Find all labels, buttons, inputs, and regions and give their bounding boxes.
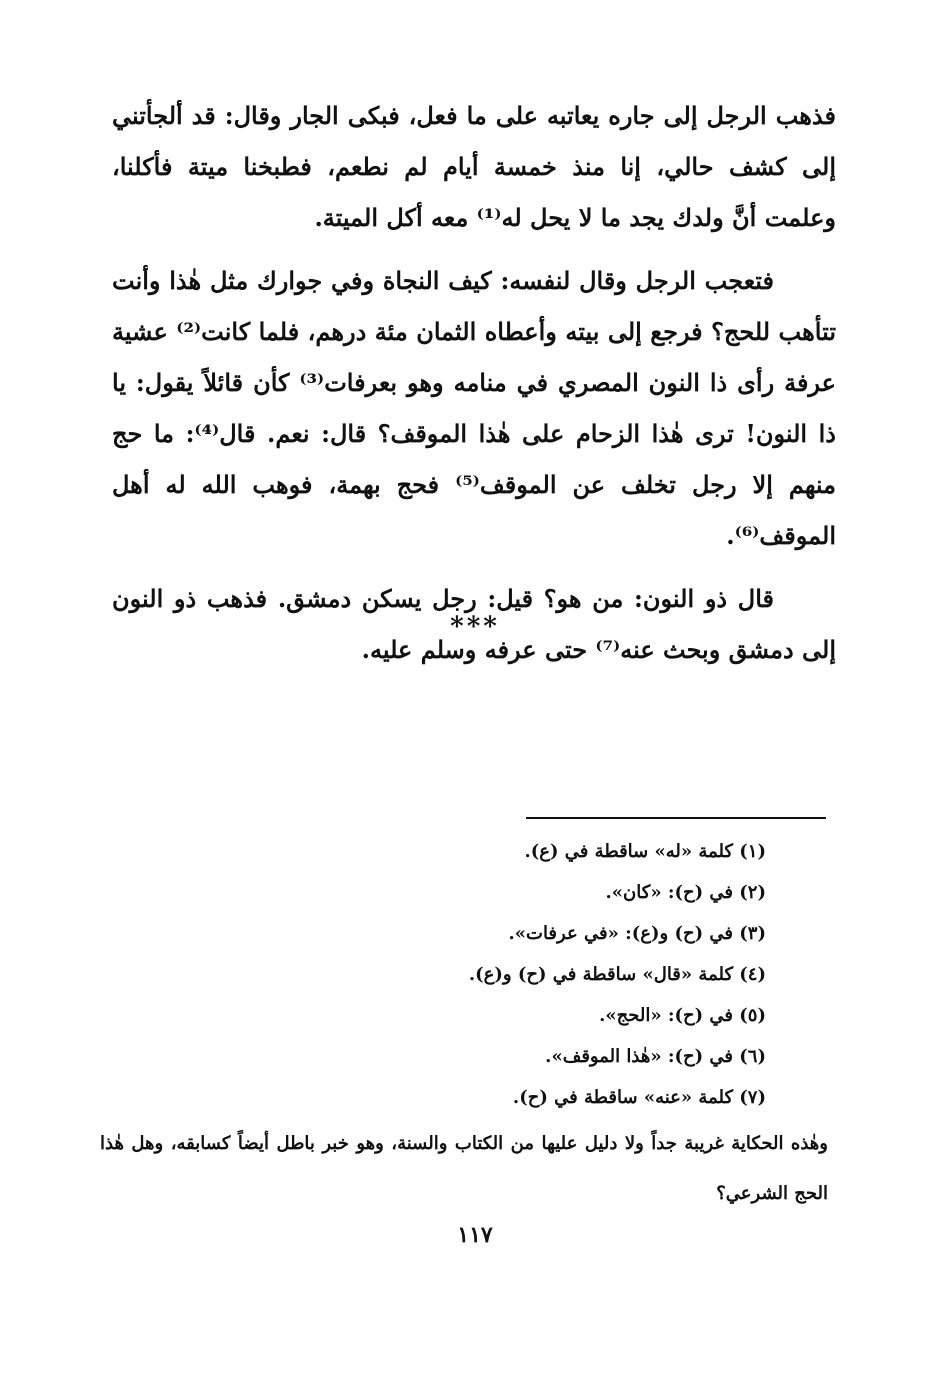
paragraph-1: فذهب الرجل إلى جاره يعاتبه على ما فعل، فبكى الجار وقال: قد ألجأتني إلى كشف حالي، إنا منذ خمسة أيام لم نطعم، فطبخنا ميتة فأكلنا، وعلمت أنَّ ولدك يجد ما لا يحل له⁽¹⁾ معه أكل الميتة. bbox=[112, 101, 836, 232]
footnote-4: (٤) كلمة «قال» ساقطة في (ح) و(ع). bbox=[468, 964, 766, 985]
footnotes bbox=[100, 831, 828, 1219]
footnote-6: (٦) في (ح): «هٰذا الموقف». bbox=[545, 1046, 766, 1067]
page-number: ١١٧ bbox=[457, 1222, 493, 1248]
footnote-2: (٢) في (ح): «كان». bbox=[605, 882, 766, 903]
footnote-7: (٧) كلمة «عنه» ساقطة في (ح). bbox=[512, 1087, 766, 1108]
footnote-rule bbox=[526, 817, 826, 819]
paragraph-2: فتعجب الرجل وقال لنفسه: كيف النجاة وفي جوارك مثل هٰذا وأنت تتأهب للحج؟ فرجع إلى بيته وأعطاه الثمان مئة درهم، فلما كانت⁽²⁾ عشية عرفة رأى ذا النون المصري في منامه وهو بعرفات⁽³⁾ كأن قائلاً يقول: يا ذا النون! ترى هٰذا الزحام على هٰذا الموقف؟ قال: نعم. قال⁽⁴⁾: ما حج منهم إلا رجل تخلف عن الموقف⁽⁵⁾ فحج بهمة، فوهب الله له أهل الموقف⁽⁶⁾. bbox=[112, 266, 837, 550]
editor-comment: وهٰذه الحكاية غريبة جداً ولا دليل عليها من الكتاب والسنة، وهو خبر باطل أيضاً كسابقه، وهل هٰذا الحج الشرعي؟ bbox=[100, 1133, 828, 1204]
footnote-5: (٥) في (ح): «الحج». bbox=[599, 1005, 766, 1026]
section-separator: *** bbox=[450, 612, 500, 642]
footnote-1: (١) كلمة «له» ساقطة في (ع). bbox=[524, 841, 766, 862]
footnote-3: (٣) في (ح) و(ع): «في عرفات». bbox=[508, 923, 766, 944]
paragraph-3: قال ذو النون: من هو؟ قيل: رجل يسكن دمشق. فذهب ذو النون إلى دمشق وبحث عنه⁽⁷⁾ حتى عرفه وسلم عليه. bbox=[112, 584, 836, 664]
main-text bbox=[112, 90, 836, 687]
